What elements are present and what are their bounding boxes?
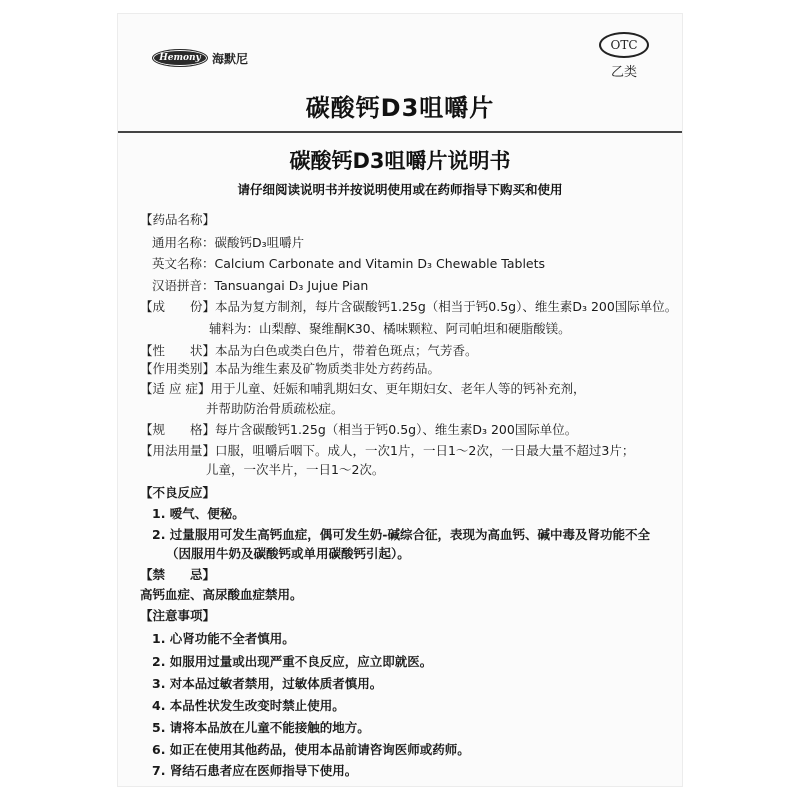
adverse-item-2-continued: （因服用牛奶及碳酸钙或单用碳酸钙引起）。 (166, 546, 410, 561)
section-precautions-heading: 【注意事项】 (140, 608, 216, 623)
english-name: 英文名称：Calcium Carbonate and Vitamin D₃ Chewable Tablets (152, 256, 546, 271)
dosage-line-2: 儿童，一次半片，一日1～2次。 (206, 462, 385, 477)
properties: 【性 状】本品为白色或类白色片，带着色斑点；气芳香。 (140, 343, 478, 358)
precaution-item: 5. 请将本品放在儿童不能接触的地方。 (152, 720, 370, 735)
section-adverse-heading: 【不良反应】 (140, 485, 216, 500)
section-drug-name-heading: 【药品名称】 (140, 212, 216, 227)
otc-category: 乙类 (610, 65, 637, 80)
specification: 【规 格】每片含碳酸钙1.25g（相当于钙0.5g）、维生素D₃ 200国际单位。 (140, 422, 578, 437)
composition: 【成 份】本品为复方制剂，每片含碳酸钙1.25g（相当于钙0.5g）、维生素D₃ 200国际单位。 (140, 299, 678, 314)
section-contraindications-heading: 【禁 忌】 (140, 567, 216, 582)
pinyin-name: 汉语拼音：Tansuangai D₃ Jujue Pian (152, 278, 369, 293)
otc-label: OTC (599, 32, 649, 58)
adverse-item-1: 1. 嗳气、便秘。 (152, 506, 245, 521)
product-title: 碳酸钙D3咀嚼片 (305, 94, 495, 122)
precaution-item: 1. 心肾功能不全者慎用。 (152, 631, 295, 646)
precaution-item: 7. 肾结石患者应在医师指导下使用。 (152, 763, 358, 778)
brand-logo-mark: Hemony (152, 49, 208, 67)
otc-badge (598, 32, 650, 82)
indications-line-2: 并帮助防治骨质疏松症。 (206, 401, 344, 416)
pharmacological-category: 【作用类别】本品为维生素及矿物质类非处方药药品。 (140, 361, 441, 376)
precaution-item: 4. 本品性状发生改变时禁止使用。 (152, 698, 345, 713)
brand-logo (152, 46, 248, 70)
document-title: 碳酸钙D3咀嚼片说明书 (289, 149, 511, 173)
precaution-item: 6. 如正在使用其他药品，使用本品前请咨询医师或药师。 (152, 742, 470, 757)
dosage-line-1: 【用法用量】口服，咀嚼后咽下。成人，一次1片，一日1～2次，一日最大量不超过3片； (140, 443, 635, 458)
contraindications-text: 高钙血症、高尿酸血症禁用。 (140, 587, 303, 602)
precaution-item: 2. 如服用过量或出现严重不良反应，应立即就医。 (152, 654, 433, 669)
title-divider (118, 131, 682, 133)
excipients: 辅料为：山梨醇、聚维酮K30、橘味颗粒、阿司帕坦和硬脂酸镁。 (209, 321, 571, 336)
leaflet-sheet (118, 14, 682, 786)
adverse-item-2: 2. 过量服用可发生高钙血症，偶可发生奶-碱综合征，表现为高血钙、碱中毒及肾功能不全 (152, 527, 650, 542)
precaution-item: 3. 对本品过敏者禁用，过敏体质者慎用。 (152, 676, 383, 691)
generic-name: 通用名称：碳酸钙D₃咀嚼片 (152, 235, 305, 250)
indications-line-1: 【适 应 症】用于儿童、妊娠和哺乳期妇女、更年期妇女、老年人等的钙补充剂， (140, 381, 586, 396)
brand-name: 海默尼 (212, 51, 249, 66)
usage-notice: 请仔细阅读说明书并按说明使用或在药师指导下购买和使用 (237, 182, 563, 197)
